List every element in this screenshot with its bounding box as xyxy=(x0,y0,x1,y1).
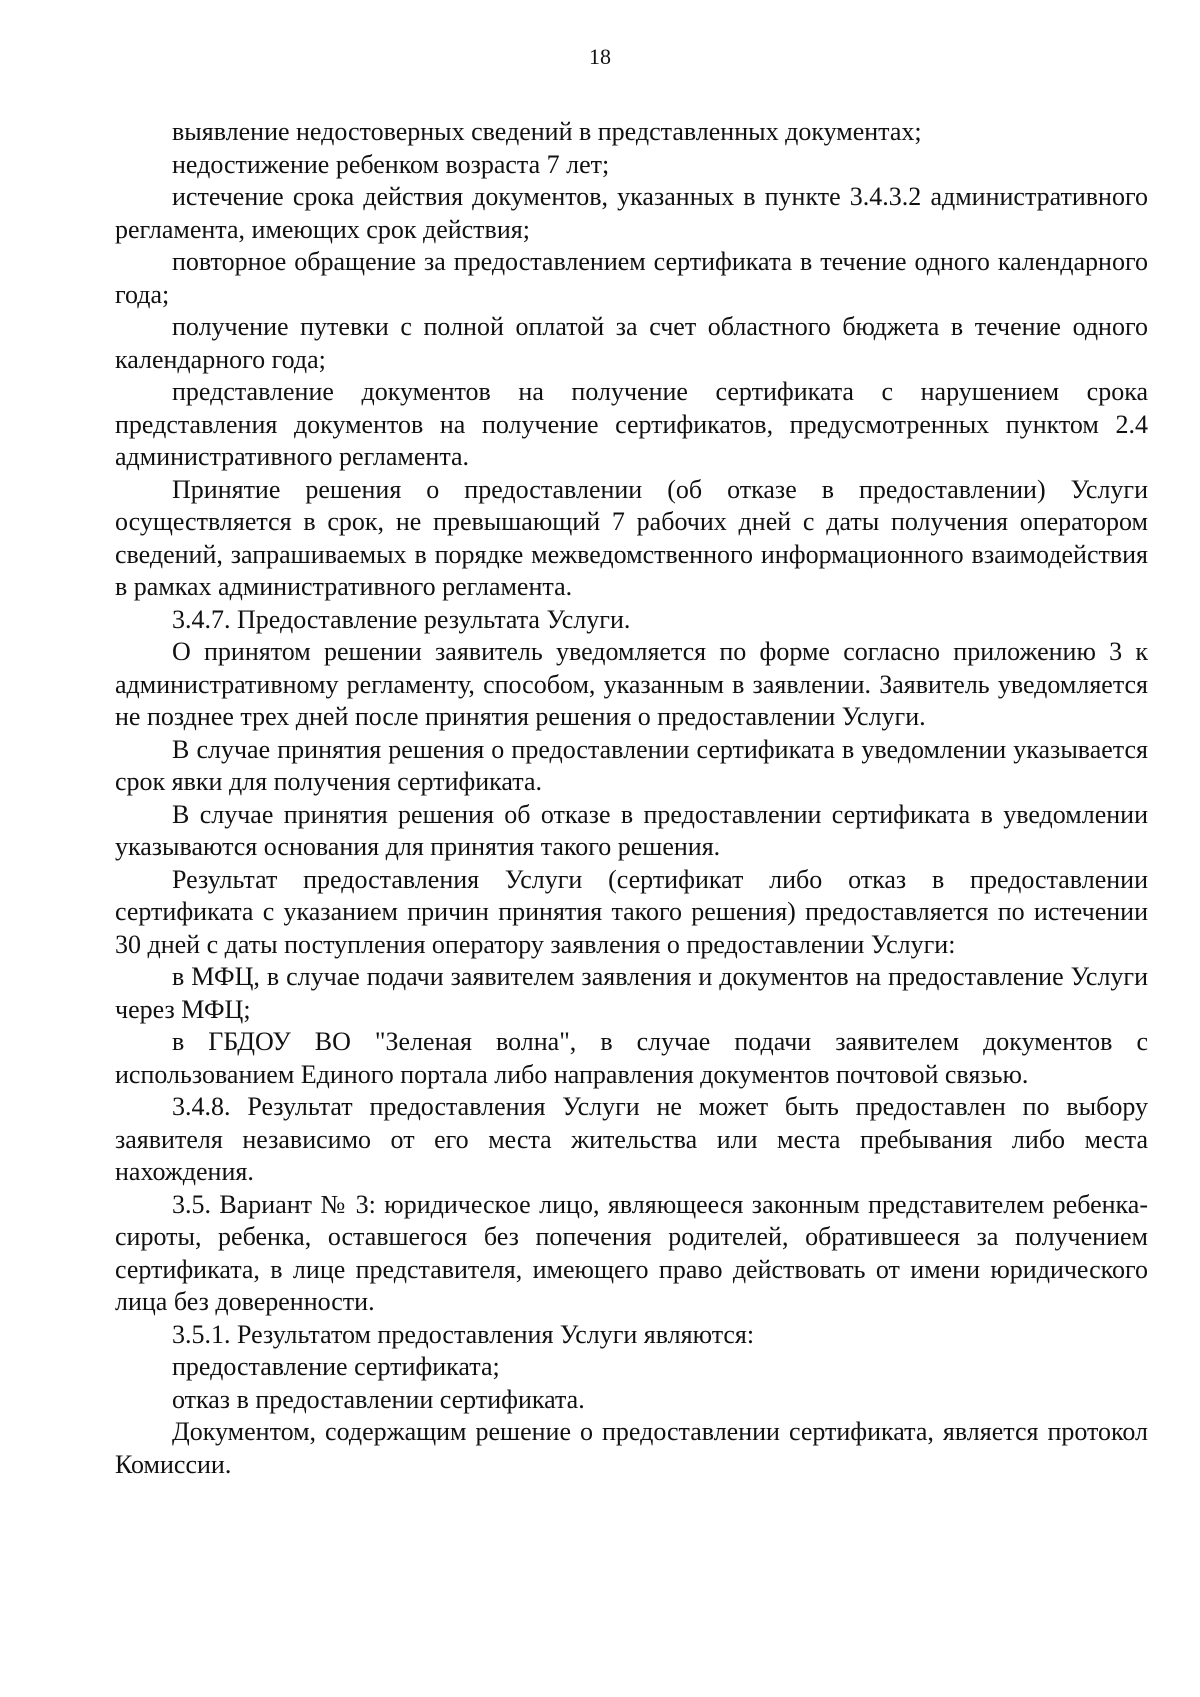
document-body xyxy=(115,116,1148,1481)
paragraph: истечение срока действия документов, указанных в пункте 3.4.3.2 административного регламента, имеющих срок действия; xyxy=(115,182,1148,244)
paragraph: О принятом решении заявитель уведомляется по форме согласно приложению 3 к административному регламенту, способом, указанным в заявлении. Заявитель уведомляется не позднее трех дней после принятия решения о предоставлении Услуги. xyxy=(115,637,1148,731)
paragraph: в МФЦ, в случае подачи заявителем заявления и документов на предоставление Услуги через МФЦ; xyxy=(115,962,1148,1024)
page-number: 18 xyxy=(589,44,611,69)
paragraph: 3.4.8. Результат предоставления Услуги не может быть предоставлен по выбору заявителя независимо от его места жительства или места пребывания либо места нахождения. xyxy=(115,1092,1148,1186)
paragraph: предоставление сертификата; xyxy=(172,1352,500,1381)
paragraph: в ГБДОУ ВО "Зеленая волна", в случае подачи заявителем документов с использованием Единого портала либо направления документов почтовой связью. xyxy=(115,1027,1148,1089)
paragraph: Документом, содержащим решение о предоставлении сертификата, является протокол Комиссии. xyxy=(115,1417,1148,1479)
paragraph: повторное обращение за предоставлением сертификата в течение одного календарного года; xyxy=(115,247,1148,309)
section-heading: 3.4.7. Предоставление результата Услуги. xyxy=(172,604,631,634)
paragraph: Результат предоставления Услуги (сертификат либо отказ в предоставлении сертификата с указанием причин принятия такого решения) предоставляется по истечении 30 дней с даты поступления оператору заявления о предоставлении Услуги: xyxy=(115,864,1148,959)
paragraph: 3.5. Вариант № 3: юридическое лицо, являющееся законным представителем ребенка-сироты, ребенка, оставшегося без попечения родителей, обратившееся за получением сертификата, в лице представителя, имеющего право действовать от имени юридического лица без доверенности. xyxy=(115,1189,1148,1316)
paragraph: В случае принятия решения об отказе в предоставлении сертификата в уведомлении указываются основания для принятия такого решения. xyxy=(115,799,1148,861)
paragraph: В случае принятия решения о предоставлении сертификата в уведомлении указывается срок явки для получения сертификата. xyxy=(115,734,1148,796)
paragraph: представление документов на получение сертификата с нарушением срока представления документов на получение сертификатов, предусмотренных пунктом 2.4 административного регламента. xyxy=(115,377,1148,471)
paragraph: получение путевки с полной оплатой за счет областного бюджета в течение одного календарного года; xyxy=(115,312,1148,374)
paragraph: отказ в предоставлении сертификата. xyxy=(172,1384,585,1414)
paragraph: выявление недостоверных сведений в представленных документах; xyxy=(172,117,922,146)
paragraph: недостижение ребенком возраста 7 лет; xyxy=(172,149,610,179)
paragraph: Принятие решения о предоставлении (об отказе в предоставлении) Услуги осуществляется в срок, не превышающий 7 рабочих дней с даты получения оператором сведений, запрашиваемых в порядке межведомственного информационного взаимодействия в рамках административного регламента. xyxy=(115,474,1148,601)
paragraph: 3.5.1. Результатом предоставления Услуги являются: xyxy=(172,1319,755,1349)
